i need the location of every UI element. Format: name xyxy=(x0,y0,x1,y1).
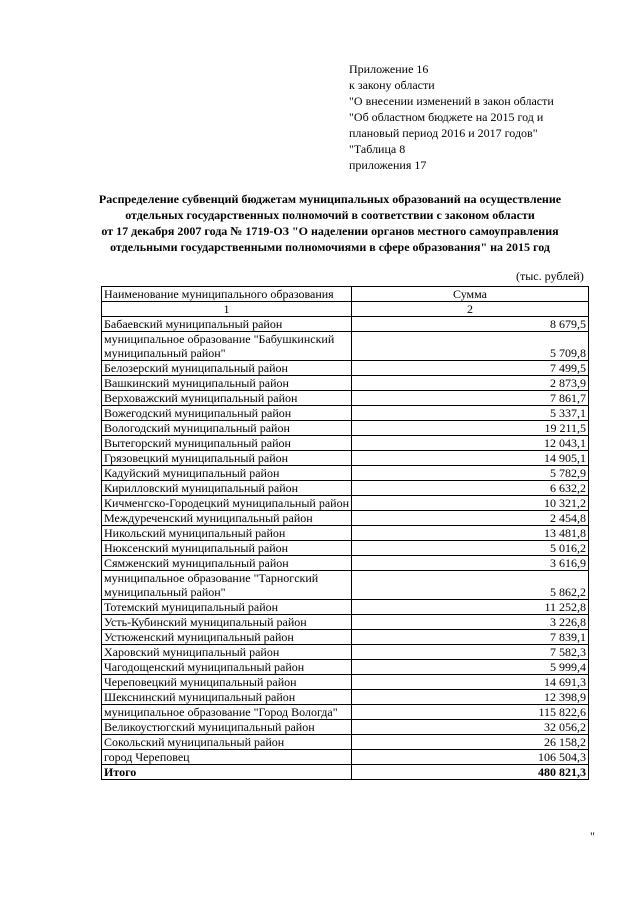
row-sum: 8 679,5 xyxy=(352,317,589,332)
row-sum: 5 016,2 xyxy=(352,541,589,556)
column-header-sum: Сумма xyxy=(352,287,589,302)
row-sum: 7 839,1 xyxy=(352,630,589,645)
row-name: муниципальное образование "Город Вологда" xyxy=(102,705,352,720)
table-row xyxy=(102,376,589,391)
row-sum: 5 862,2 xyxy=(352,571,589,600)
row-name: Нюксенский муниципальный район xyxy=(102,541,352,556)
row-name: Вожегодский муниципальный район xyxy=(102,406,352,421)
document-title xyxy=(80,191,580,255)
row-sum: 32 056,2 xyxy=(352,720,589,735)
table-header-row xyxy=(102,287,589,302)
row-sum: 7 499,5 xyxy=(352,361,589,376)
header-line: к закону области xyxy=(349,78,435,92)
table-row xyxy=(102,406,589,421)
row-name: Великоустюгский муниципальный район xyxy=(102,720,352,735)
row-sum: 6 632,2 xyxy=(352,481,589,496)
table-row xyxy=(102,496,589,511)
row-name: муниципальное образование "Тарногский муниципальный район" xyxy=(102,571,352,600)
table-row xyxy=(102,690,589,705)
row-name: Шекснинский муниципальный район xyxy=(102,690,352,705)
column-number-1: 1 xyxy=(102,302,352,317)
row-name: Тотемский муниципальный район xyxy=(102,600,352,615)
subventions-table xyxy=(101,286,589,780)
total-row xyxy=(102,765,589,780)
row-sum: 5 782,9 xyxy=(352,466,589,481)
total-label: Итого xyxy=(102,765,352,780)
table-row xyxy=(102,391,589,406)
header-line: плановый период 2016 и 2017 годов" xyxy=(349,126,538,140)
row-sum: 26 158,2 xyxy=(352,735,589,750)
column-number-row xyxy=(102,302,589,317)
appendix-header xyxy=(349,61,609,173)
title-line: от 17 декабря 2007 года № 1719-ОЗ "О наделении органов местного самоуправления xyxy=(101,224,559,238)
table-row xyxy=(102,556,589,571)
row-name: Грязовецкий муниципальный район xyxy=(102,451,352,466)
table-row xyxy=(102,332,589,361)
header-line: "О внесении изменений в закон области xyxy=(349,94,554,108)
table-row xyxy=(102,645,589,660)
table-row xyxy=(102,660,589,675)
table-row xyxy=(102,481,589,496)
table-row xyxy=(102,421,589,436)
row-name: Вытегорский муниципальный район xyxy=(102,436,352,451)
table-row xyxy=(102,526,589,541)
row-name: муниципальное образование "Бабушкинский муниципальный район" xyxy=(102,332,352,361)
row-name: Вологодский муниципальный район xyxy=(102,421,352,436)
row-sum: 13 481,8 xyxy=(352,526,589,541)
row-sum: 2 873,9 xyxy=(352,376,589,391)
row-name: Харовский муниципальный район xyxy=(102,645,352,660)
title-line: отдельными государственными полномочиями в сфере образования" на 2015 год xyxy=(110,240,550,254)
row-name: Сокольский муниципальный район xyxy=(102,735,352,750)
total-sum: 480 821,3 xyxy=(352,765,589,780)
row-sum: 10 321,2 xyxy=(352,496,589,511)
table-row xyxy=(102,541,589,556)
row-name: Усть-Кубинский муниципальный район xyxy=(102,615,352,630)
row-sum: 12 043,1 xyxy=(352,436,589,451)
row-name: Вашкинский муниципальный район xyxy=(102,376,352,391)
table-row xyxy=(102,511,589,526)
units-label: (тыс. рублей) xyxy=(516,269,584,283)
row-sum: 3 226,8 xyxy=(352,615,589,630)
row-sum: 12 398,9 xyxy=(352,690,589,705)
row-sum: 11 252,8 xyxy=(352,600,589,615)
row-name: Череповецкий муниципальный район xyxy=(102,675,352,690)
row-name: Междуреченский муниципальный район xyxy=(102,511,352,526)
row-name: Бабаевский муниципальный район xyxy=(102,317,352,332)
table-row xyxy=(102,317,589,332)
row-sum: 5 999,4 xyxy=(352,660,589,675)
row-name: Верховажский муниципальный район xyxy=(102,391,352,406)
table-row xyxy=(102,750,589,765)
table-row xyxy=(102,436,589,451)
row-sum: 115 822,6 xyxy=(352,705,589,720)
header-line: "Об областном бюджете на 2015 год и xyxy=(349,110,544,124)
row-name: Сямженский муниципальный район xyxy=(102,556,352,571)
table-row xyxy=(102,675,589,690)
row-name: Кирилловский муниципальный район xyxy=(102,481,352,496)
row-name: Устюженский муниципальный район xyxy=(102,630,352,645)
row-sum: 7 861,7 xyxy=(352,391,589,406)
row-sum: 7 582,3 xyxy=(352,645,589,660)
table-row xyxy=(102,466,589,481)
table-row xyxy=(102,361,589,376)
table-row xyxy=(102,451,589,466)
column-number-2: 2 xyxy=(352,302,589,317)
row-name: город Череповец xyxy=(102,750,352,765)
row-sum: 2 454,8 xyxy=(352,511,589,526)
row-sum: 19 211,5 xyxy=(352,421,589,436)
title-line: Распределение субвенций бюджетам муниципальных образований на осуществление xyxy=(98,192,562,206)
row-name: Белозерский муниципальный район xyxy=(102,361,352,376)
table-row xyxy=(102,600,589,615)
table-row xyxy=(102,615,589,630)
header-line: Приложение 16 xyxy=(349,62,429,76)
row-sum: 5 337,1 xyxy=(352,406,589,421)
row-sum: 14 691,3 xyxy=(352,675,589,690)
row-name: Никольский муниципальный район xyxy=(102,526,352,541)
table-row xyxy=(102,705,589,720)
row-name: Кичменгско-Городецкий муниципальный район xyxy=(102,496,352,511)
table-row xyxy=(102,630,589,645)
row-sum: 5 709,8 xyxy=(352,332,589,361)
table-row xyxy=(102,571,589,600)
header-line: "Таблица 8 xyxy=(349,142,406,156)
row-sum: 14 905,1 xyxy=(352,451,589,466)
title-line: отдельных государственных полномочий в соответствии с законом области xyxy=(125,208,535,222)
row-sum: 106 504,3 xyxy=(352,750,589,765)
row-name: Чагодощенский муниципальный район xyxy=(102,660,352,675)
table-row xyxy=(102,720,589,735)
row-name: Кадуйский муниципальный район xyxy=(102,466,352,481)
header-line: приложения 17 xyxy=(349,158,427,172)
closing-quote: " xyxy=(590,829,595,843)
row-sum: 3 616,9 xyxy=(352,556,589,571)
column-header-name: Наименование муниципального образования xyxy=(102,287,352,302)
table-row xyxy=(102,735,589,750)
